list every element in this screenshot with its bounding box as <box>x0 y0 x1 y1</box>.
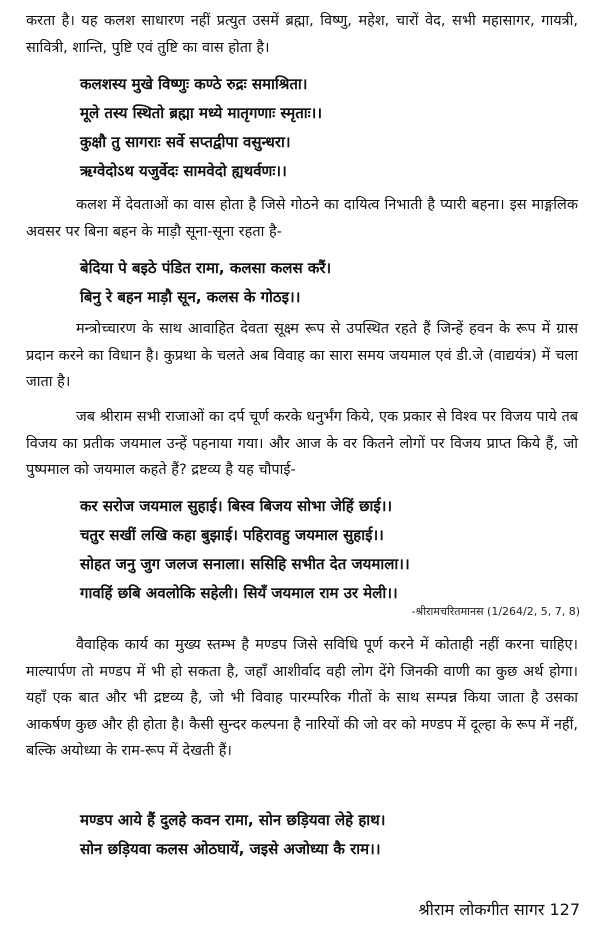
verse-line: कर सरोज जयमाल सुहाई। बिस्व बिजय सोभा जेहिं छाई।। <box>80 497 393 515</box>
verse-line: कुक्षौ तु सागराः सर्वे सप्तद्वीपा वसुन्धरा। <box>80 133 291 151</box>
verse-line: बिनु रे बहन माड़ौ सून, कलस के गोठइ।। <box>80 288 301 306</box>
paragraph-2: कलश में देवताओं का वास होता है जिसे गोठने का दायित्व निभाती है प्यारी बहना। इस माङ्गलिक अवसर पर बिना बहन के माड़ौ सूना-सूना रहता है- <box>26 197 578 240</box>
verse-line: मण्डप आये हैं दुलहे कवन रामा, सोन छड़ियवा लेहे हाथ। <box>80 811 386 829</box>
folk-song-verse-2 <box>80 806 580 864</box>
page-footer: श्रीराम लोकगीत सागर 127 <box>418 900 580 919</box>
verse-line: कलशस्य मुखे विष्णुः कण्ठे रुद्रः समाश्रिता। <box>80 75 308 93</box>
verse-line: चतुर सखीं लखि कहा बुझाई। पहिरावहु जयमाल सुहाई।। <box>80 526 384 544</box>
verse-line: मूले तस्य स्थितो ब्रह्मा मध्ये मातृगणाः स्मृताः।। <box>80 104 323 122</box>
verse-line: बेदिया पे बइठे पंडित रामा, कलसा कलस करैं। <box>80 259 332 277</box>
paragraph-4: जब श्रीराम सभी राजाओं का दर्प चूर्ण करके धनुर्भंग किये, एक प्रकार से विश्व पर विजय पाये तब विजय का प्रतीक जयमाल उन्हें पहनाया गया। और आज के वर कितने लोगों पर विजय प्राप्त किये हैं, जो पुष्पमाल को जयमाल कहते हैं? द्रष्टव्य है यह चौपाई- <box>26 409 578 478</box>
sanskrit-shloka <box>80 70 580 186</box>
paragraph-1: करता है। यह कलश साधारण नहीं प्रत्युत उसमें ब्रह्मा, विष्णु, महेश, चारों वेद, सभी महासागर, गायत्री, सावित्री, शान्ति, पुष्टि एवं तुष्टि का वास होता है। <box>26 13 578 56</box>
paragraph-3: मन्त्रोच्चारण के साथ आवाहित देवता सूक्ष्म रूप से उपस्थित रहते हैं जिन्हें हवन के रूप में ग्रास प्रदान करने का विधान है। कुप्रथा के चलते अब विवाह का सारा समय जयमाल एवं डी.जे (वाद्ययंत्र) में चला जाता है। <box>26 321 578 390</box>
verse-line: सोन छड़ियवा कलस ओठघायें, जइसे अजोध्या कै राम।। <box>80 840 381 858</box>
verse-line: गावहिं छबि अवलोकि सहेली। सियँ जयमाल राम उर मेली।। <box>80 584 398 602</box>
folk-song-verse-1 <box>80 254 580 312</box>
chaupai-verse <box>80 492 580 608</box>
verse-line: सोहत जनु जुग जलज सनाला। ससिहि सभीत देत जयमाला।। <box>80 555 410 573</box>
paragraph-5: वैवाहिक कार्य का मुख्य स्तम्भ है मण्डप जिसे सविधि पूर्ण करने में कोताही नहीं करना चाहिए। माल्यार्पण तो मण्डप में भी हो सकता है, जहाँ आशीर्वाद वही लोग देंगे जिनकी वाणी का कुछ अर्थ होगा। यहाँ एक बात और भी द्रष्टव्य है, जो भी विवाह पारम्परिक गीतों के साथ सम्पन्न किया जाता है उसका आकर्षण कुछ और ही होता है। कैसी सुन्दर कल्पना है नारियों की जो वर को मण्डप में दूल्हा के रूप में नहीं, बल्कि अयोध्या के राम-रूप में देखती हैं। <box>26 637 578 759</box>
citation: -श्रीरामचरितमानस (1/264/2, 5, 7, 8) <box>411 605 580 618</box>
verse-line: ऋग्वेदोऽथ यजुर्वेदः सामवेदो ह्यथर्वणः।। <box>80 162 287 180</box>
